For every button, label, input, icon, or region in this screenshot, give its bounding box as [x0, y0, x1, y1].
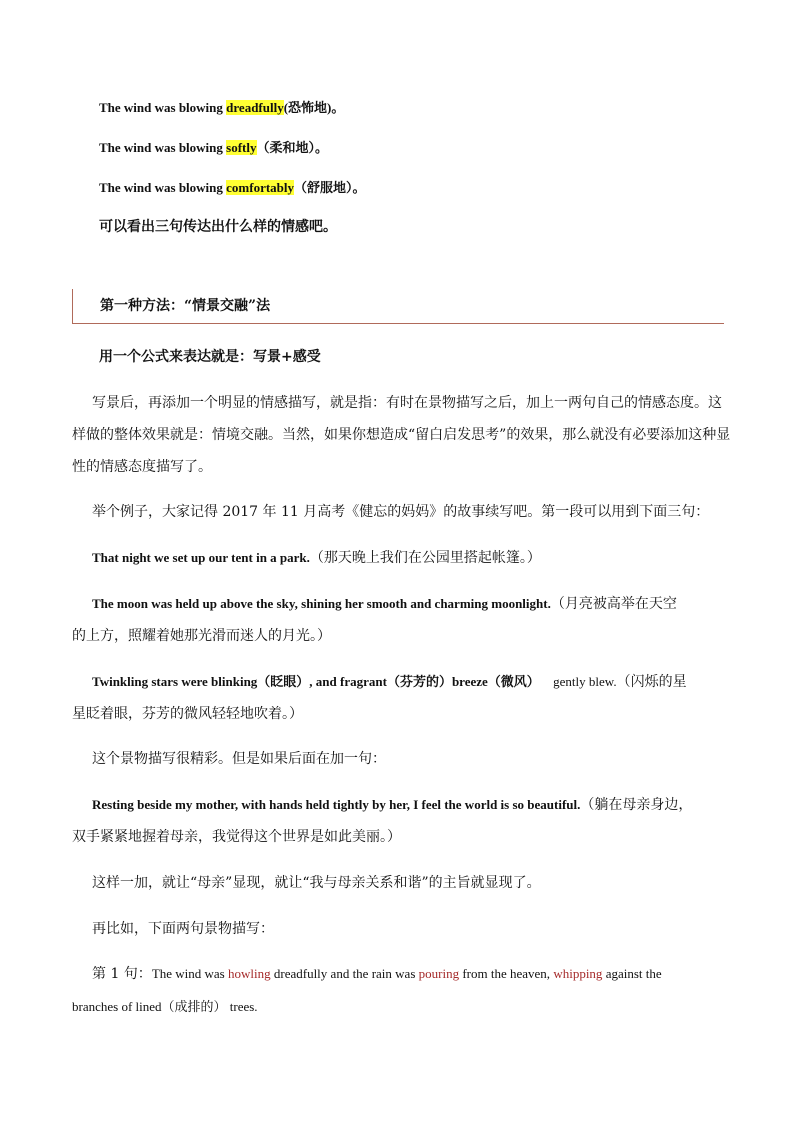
sentence-part: from the heaven,	[459, 966, 554, 981]
sentence-part: The wind was	[151, 966, 228, 981]
intro-line-gloss: （柔和地）。	[256, 140, 329, 155]
section-heading: 第一种方法：“情景交融”法	[100, 298, 271, 314]
para1-line-1: 写景后，再添加一个明显的情感描写，就是指：有时在景物描写之后，加上一两句自己的情感态度。这	[92, 395, 722, 411]
sentence-label: 第 1 句：	[92, 966, 152, 982]
sentence-part: dreadfully and the rain was	[270, 966, 419, 981]
example-translation: （月亮被高举在天空	[550, 596, 677, 612]
para3: 这个景物描写很精彩。但是如果后面在加一句：	[92, 751, 386, 767]
example-translation: （那天晚上我们在公园里搭起帐篷。）	[309, 550, 541, 566]
para1-line-3: 性的情感态度描写了。	[72, 459, 212, 475]
highlighted-word: dreadfully	[226, 100, 284, 115]
sentence-verb-highlight: pouring	[418, 966, 460, 981]
intro-line-text: The wind was blowing	[99, 140, 227, 155]
intro-line-gloss: (恐怖地)。	[283, 100, 345, 115]
example-2	[92, 593, 677, 613]
intro-line-text: The wind was blowing	[99, 180, 227, 195]
example-4-cont: 双手紧紧地握着母亲，我觉得这个世界是如此美丽。）	[72, 829, 401, 845]
para1-line-2: 样做的整体效果就是：情境交融。当然，如果你想造成“留白启发思考”的效果，那么就没有必要添加这种显	[72, 427, 731, 443]
example-1	[92, 547, 541, 567]
example-english: Resting beside my mother, with hands held tightly by her, I feel the world is so beautiful.	[92, 797, 581, 812]
example-4	[92, 794, 692, 814]
sentence-part: against the	[602, 966, 662, 981]
para5: 再比如，下面两句景物描写：	[92, 921, 274, 937]
para2: 举个例子，大家记得 2017 年 11 月高考《健忘的妈妈》的故事续写吧。第一段可以用到下面三句：	[92, 504, 710, 520]
question-line: 可以看出三句传达出什么样的情感吧。	[99, 219, 337, 235]
intro-line-2	[99, 137, 328, 156]
example-2-cont: 的上方，照耀着她那光滑而迷人的月光。）	[72, 628, 331, 644]
sentence-1-cont: branches of lined（成排的） trees.	[72, 999, 258, 1014]
formula-line: 用一个公式来表达就是：写景+感受	[99, 349, 321, 365]
highlighted-word: comfortably	[226, 180, 295, 195]
section-heading-box	[72, 289, 724, 324]
sentence-1	[92, 963, 662, 983]
example-translation: （闪烁的星	[616, 674, 687, 690]
example-3-cont: 星眨着眼，芬芳的微风轻轻地吹着。）	[72, 706, 303, 722]
para4: 这样一加，就让“母亲”显现，就让“我与母亲关系和谐”的主旨就显现了。	[92, 875, 541, 891]
example-english: That night we set up our tent in a park.	[92, 550, 310, 565]
example-3	[92, 671, 687, 691]
intro-line-3	[99, 177, 366, 196]
intro-line-gloss: （舒服地）。	[294, 180, 366, 195]
sentence-verb-highlight: whipping	[553, 966, 603, 981]
highlighted-word: softly	[226, 140, 257, 155]
example-translation: （躺在母亲身边，	[580, 797, 693, 813]
intro-line-1	[99, 97, 344, 116]
example-english: The moon was held up above the sky, shining her smooth and charming moonlight.	[92, 596, 551, 611]
intro-line-text: The wind was blowing	[99, 100, 227, 115]
example-english: Twinkling stars were blinking（眨眼）, and fragrant（芬芳的）breeze（微风）	[92, 674, 540, 689]
sentence-verb-highlight: howling	[228, 966, 271, 981]
example-english-plain: gently blew.	[553, 674, 617, 689]
